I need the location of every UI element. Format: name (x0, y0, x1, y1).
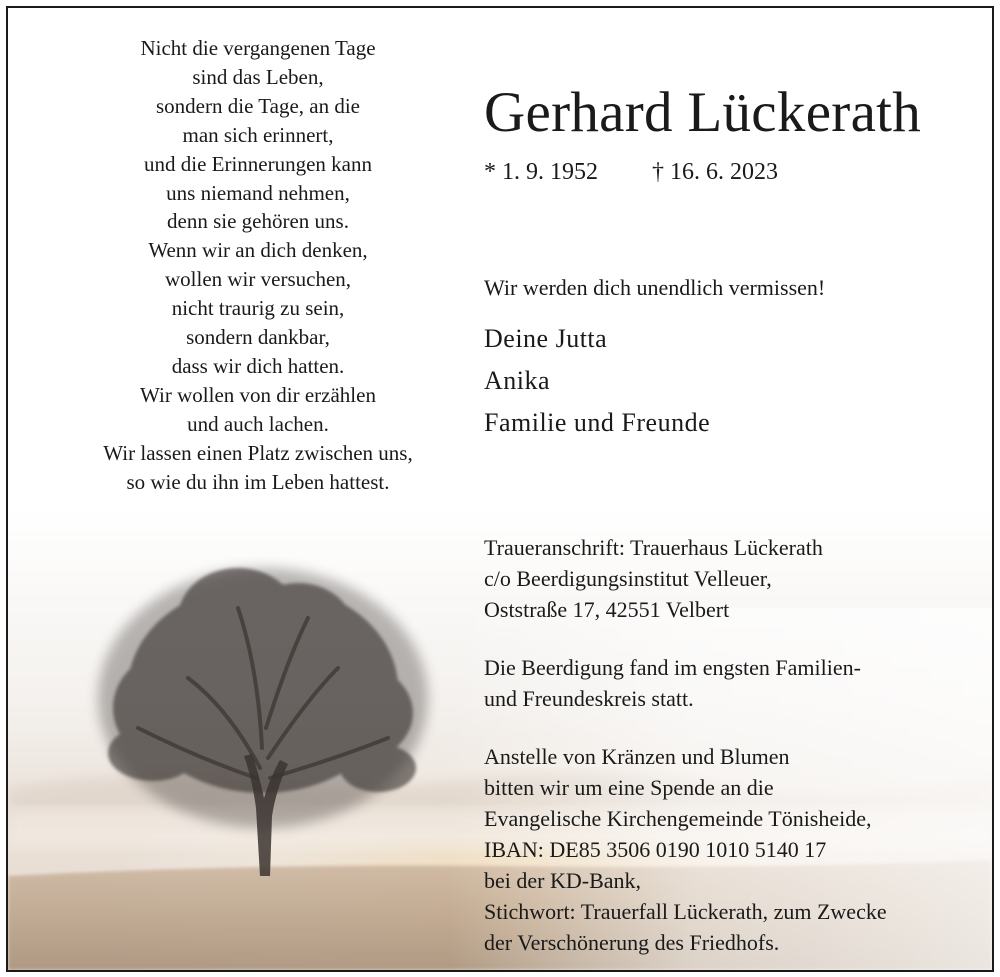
poem-line: Nicht die vergangenen Tage (140, 36, 376, 60)
birth-date: * 1. 9. 1952 (484, 159, 598, 185)
poem-line: dass wir dich hatten. (171, 353, 345, 378)
donation-line: Stichwort: Trauerfall Lückerath, zum Zwecke (484, 899, 887, 924)
donation-line: Evangelische Kirchengemeinde Tönisheide, (484, 806, 872, 831)
deceased-name: Gerhard Lückerath (484, 81, 922, 144)
poem-line: denn sie gehören uns. (167, 209, 349, 234)
poem-line: sondern dankbar, (186, 325, 330, 350)
burial-line: und Freundeskreis statt. (484, 686, 694, 711)
memorial-poem (38, 34, 478, 497)
poem-line: Wir wollen von dir erzählen (140, 382, 376, 407)
burial-notice (484, 652, 861, 714)
poem-line: und auch lachen. (187, 411, 329, 436)
poem-line: sondern die Tage, an die (156, 93, 360, 118)
obituary-frame (6, 6, 994, 972)
mourner: Anika (484, 366, 551, 395)
farewell-message: Wir werden dich unendlich vermissen! (484, 275, 826, 300)
address-line: Traueranschrift: Trauerhaus Lückerath (484, 535, 823, 560)
mourning-address (484, 532, 823, 625)
address-line: c/o Beerdigungsinstitut Velleuer, (484, 566, 772, 591)
poem-line: und die Erinnerungen kann (143, 151, 373, 176)
donation-request (484, 741, 887, 958)
mourner: Familie und Freunde (484, 408, 711, 437)
life-dates (484, 156, 778, 188)
poem-line: Wir lassen einen Platz zwischen uns, (103, 440, 413, 465)
mourner: Deine Jutta (484, 324, 608, 353)
poem-line: so wie du ihn im Leben hattest. (126, 469, 390, 494)
donation-line: Anstelle von Kränzen und Blumen (484, 744, 790, 769)
poem-line: Wenn wir an dich denken, (148, 238, 368, 263)
iban-line: IBAN: DE85 3506 0190 1010 5140 17 (484, 837, 827, 862)
mourners-list (484, 318, 710, 444)
poem-line: nicht traurig zu sein, (171, 296, 345, 321)
burial-line: Die Beerdigung fand im engsten Familien- (484, 655, 861, 680)
poem-line: wollen wir versuchen, (164, 267, 352, 292)
death-date: † 16. 6. 2023 (652, 159, 778, 185)
donation-line: bitten wir um eine Spende an die (484, 775, 774, 800)
address-line: Oststraße 17, 42551 Velbert (484, 597, 730, 622)
poem-line: uns niemand nehmen, (166, 180, 350, 205)
poem-line: sind das Leben, (192, 64, 324, 89)
donation-line: bei der KD-Bank, (484, 868, 642, 893)
poem-line: man sich erinnert, (182, 122, 334, 147)
donation-line: der Verschönerung des Friedhofs. (484, 930, 780, 955)
